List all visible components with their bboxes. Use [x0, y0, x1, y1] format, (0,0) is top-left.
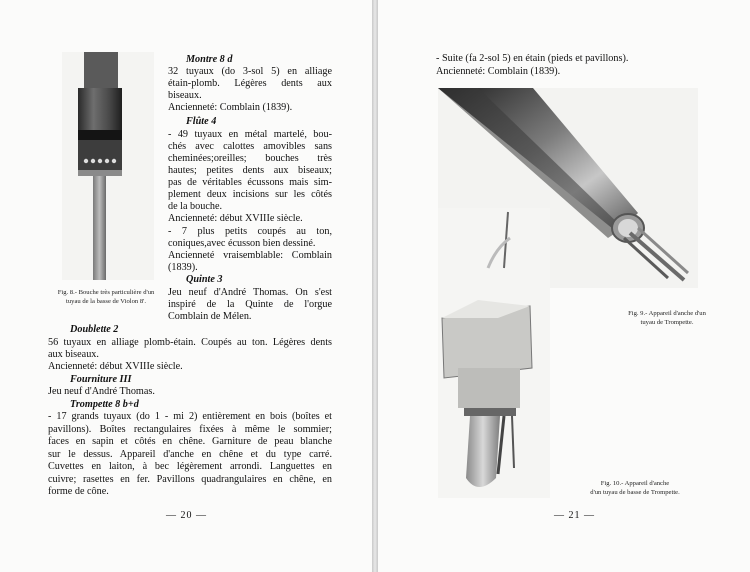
quinte-line-1: Jeu neuf d'André Thomas. On s'est — [168, 287, 332, 298]
montre-line-2: étain-plomb. Légères dents aux — [168, 78, 332, 89]
left-page — [0, 0, 372, 572]
montre-line-3: biseaux. — [168, 90, 202, 101]
fig10-caption: Fig. 10.- Appareil d'anche d'un tuyau de basse de Trompette. — [590, 480, 680, 496]
doublette-anciennete: Ancienneté: début XVIIIe siècle. — [48, 361, 183, 372]
quinte-line-3: Comblain de Mélen. — [168, 311, 252, 322]
montre-line-1: 32 tuyaux (do 3-sol 5) en alliage — [168, 66, 332, 77]
flute-heading: Flûte 4 — [186, 116, 217, 127]
trompette-line-7: forme de cône. — [48, 486, 109, 497]
page-number-right: — 21 — — [554, 510, 595, 521]
fig8-photo — [62, 52, 154, 280]
trompette-line-1: - 17 grands tuyaux (do 1 - mi 2) entièrement en bois (boîtes et — [48, 411, 332, 422]
flute-anciennete: Ancienneté: début XVIIIe siècle. — [168, 213, 303, 224]
flute-extra-2: coniques,avec écusson bien dessiné. — [168, 238, 316, 249]
quinte-heading: Quinte 3 — [186, 274, 223, 285]
suite-line-2: Ancienneté: Comblain (1839). — [436, 66, 561, 77]
flute-anciennete2-2: (1839). — [168, 262, 198, 273]
flute-line-6: plement deux incisions sur les côtés — [168, 189, 332, 200]
fig9-caption: Fig. 9.- Appareil d'anche d'un tuyau de Trompette. — [628, 310, 706, 326]
trompette-line-2: pavillons). Boîtes rectangulaires fixées à même le sommier; — [48, 424, 332, 435]
montre-heading: Montre 8 d — [186, 54, 233, 65]
flute-extra-1: - 7 plus petits coupés au ton, — [168, 226, 332, 237]
trompette-heading: Trompette 8 b+d — [70, 399, 139, 410]
right-page — [378, 0, 750, 572]
flute-line-2: chés avec calottes amovibles sans — [168, 141, 332, 152]
flute-line-7: de la bouche. — [168, 201, 223, 212]
doublette-line-1: 56 tuyaux en alliage plomb-étain. Coupés au ton. Légères dents — [48, 337, 332, 348]
suite-line-1: - Suite (fa 2-sol 5) en étain (pieds et pavillons). — [436, 53, 629, 64]
flute-line-1: - 49 tuyaux en métal martelé, bou- — [168, 129, 332, 140]
trompette-line-4: sur le dessus. Appareil d'anche en chêne et du type carré. — [48, 449, 332, 460]
flute-line-4: hautes; petites dents aux biseaux; — [168, 165, 332, 176]
montre-anciennete: Ancienneté: Comblain (1839). — [168, 102, 293, 113]
page-number-left: — 20 — — [166, 510, 207, 521]
fourniture-text: Jeu neuf d'André Thomas. — [48, 386, 155, 397]
fourniture-heading: Fourniture III — [70, 374, 132, 385]
fig10-photo — [438, 208, 550, 498]
doublette-line-2: aux biseaux. — [48, 349, 99, 360]
flute-anciennete2-1: Ancienneté vraisemblable: Comblain — [168, 250, 332, 261]
flute-line-5: pas de véritables écussons mais sim- — [168, 177, 332, 188]
flute-line-3: cheminées;oreilles; bouches très — [168, 153, 332, 164]
trompette-line-6: cuivre; rasettes en fer. Pavillons quadrangulaires en chêne, en — [48, 474, 332, 485]
quinte-line-2: inspiré de la Quinte de l'orgue — [168, 299, 332, 310]
fig8-caption: Fig. 8.- Bouche très particulière d'un tuyau de la basse de Violon 8'. — [57, 289, 155, 305]
trompette-line-3: faces en sapin et côtés en chêne. Garniture de peau blanche — [48, 436, 332, 447]
doublette-heading: Doublette 2 — [70, 324, 119, 335]
trompette-line-5: Cuvettes en laiton, à bec légèrement arrondi. Languettes en — [48, 461, 332, 472]
